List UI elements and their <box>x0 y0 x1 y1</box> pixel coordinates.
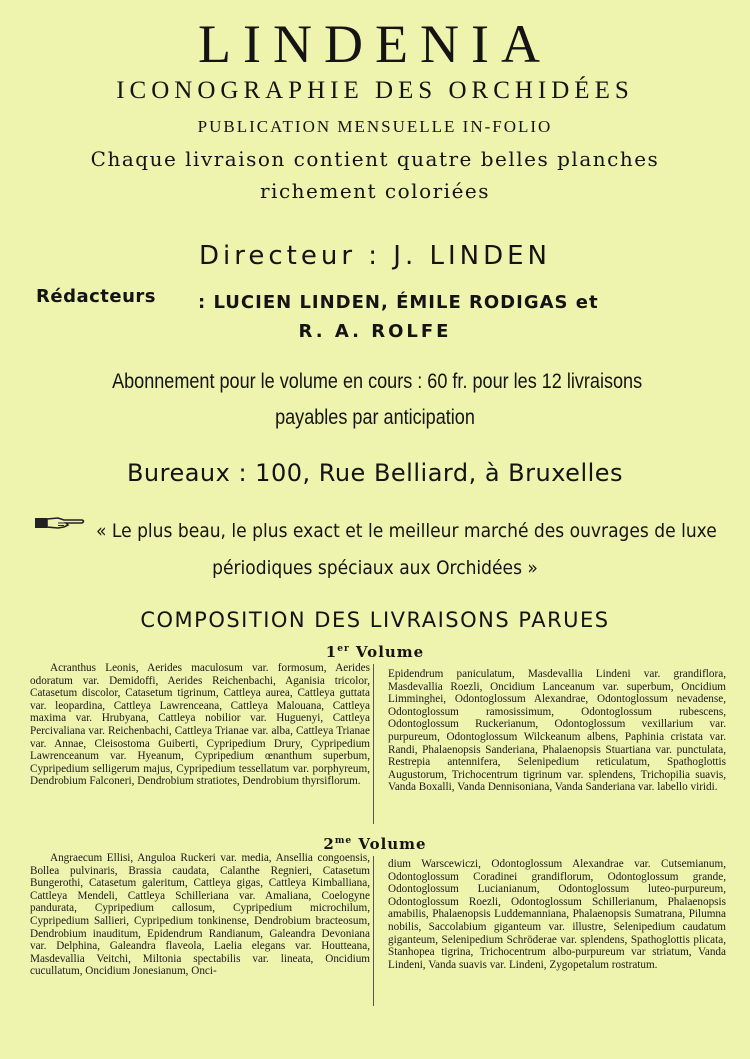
volume2-heading <box>0 832 750 853</box>
volume2-sup: me <box>334 836 353 846</box>
quote-line2: périodiques spéciaux aux Orchidées » <box>212 557 538 579</box>
composition-heading: COMPOSITION DES LIVRAISONS PARUES <box>140 608 610 632</box>
office-address: Bureaux : 100, Rue Belliard, à Bruxelles <box>126 459 624 487</box>
editors-names: : LUCIEN LINDEN, ÉMILE RODIGAS et <box>198 292 599 313</box>
column-divider <box>373 664 374 824</box>
subscription-line1: Abonnement pour le volume en cours : 60 fr. pour les 12 livraisons <box>112 370 643 393</box>
volume1-right-text: Epidendrum paniculatum, Masdevallia Lindeni var. grandiflora, Masdevallia Roezli, Oncidium Lanceanum var. superbum, Oncidium Limminghei, Odontoglossum Alexandrae, Odontoglossum nevadense, Odontoglossum ramosissimum, Odontoglossum rubescens, Odontoglossum Ruckerianum, Odontoglossum vexillarium var. purpureum, Odontoglossum Wilckeanum albens, Paphinia cristata var. Randi, Phalaenopsis Sanderiana, Phalaenopsis Stuartiana var. punctulata, Restrepia antennifera, Selenipedium reticulatum, Spathoglottis Augustorum, Trichocentrum tigrinum var. splendens, Trichopilia suavis, Vanda Boxalli, Vanda Dennisoniana, Vanda Sanderiana var. labello viridi. <box>388 668 726 794</box>
editors-label: Rédacteurs <box>36 286 156 307</box>
volume2-left-text: Angraecum Ellisi, Anguloa Ruckeri var. media, Ansellia congoensis, Bollea pulvinaris, Brassia caudata, Calanthe Regnieri, Catasetum Bungerothi, Catasetum galeritum, Cattleya gigas, Cattleya Kimballiana, Cattleya Mendeli, Cattleya Schilleriana var. Amaliana, Coelogyne pandurata, Cypripedium callosum, Cypripedium microchilum, Cypripedium Sallieri, Cypripedium tonkinense, Dendrobium bracteosum, Dendrobium inauditum, Epidendrum Randianum, Galeandra Devoniana var. Delphina, Galeandra flaveola, Laelia elegans var. Houtteana, Masdevallia Veitchi, Miltonia spectabilis var. lineata, Oncidium cucullatum, Oncidium Jonesianum, Onci- <box>30 852 370 978</box>
column-divider-2 <box>373 856 374 1006</box>
volume1-left-column <box>30 662 370 788</box>
subscription-line2: payables par anticipation <box>275 406 475 429</box>
volume1-right-column <box>388 668 726 794</box>
journal-title: LINDENIA <box>198 14 552 74</box>
issue-description-line1: Chaque livraison contient quatre belles planches <box>90 147 660 171</box>
editors-names-line2: R. A. ROLFE <box>298 321 452 342</box>
issue-description-line2: richement coloriées <box>259 179 491 203</box>
pointing-hand-icon <box>34 516 86 530</box>
volume2-right-text: dium Warscewiczi, Odontoglossum Alexandrae var. Cutsemianum, Odontoglossum Coradinei grandiflorum, Odontoglossum grande, Odontoglossum Lucianianum, Odontoglossum luteo-purpureum, Odontoglossum Roezli, Odontoglossum Schillerianum, Phalaenopsis amabilis, Phalaenopsis Luddemanniana, Phalaenopsis Sumatrana, Pilumna nobilis, Saccolabium giganteum var. illustre, Selenipedium caudatum giganteum, Selenipedium Schröderae var. splendens, Spathoglottis plicata, Stanhopea tigrina, Trichocentrum albo-purpureum var striatum, Vanda Lindeni, Vanda suavis var. Lindeni, Zygopetalum rostratum. <box>388 858 726 971</box>
journal-subtitle: ICONOGRAPHIE DES ORCHIDÉES <box>116 77 634 104</box>
volume1-left-text: Acranthus Leonis, Aerides maculosum var. formosum, Aerides odoratum var. Demidoffi, Aerides Reichenbachi, Aganisia tricolor, Catasetum discolor, Catasetum tigrinum, Cattleya aurea, Cattleya guttata var. leopardina, Cattleya Lawrenceana, Cattleya Malouana, Cattleya maxima var. Hrubyana, Cattleya nobilior var. Huguenyi, Cattleya Percivaliana var. Reichenbachi, Cattleya Trianae var. alba, Cattleya Trianae var. Annae, Cleisostoma Guiberti, Cypripedium Drury, Cypripedium Lawrenceanum var. Hyeanum, Cypripedium œnanthum superbum, Cypripedium selligerum majus, Cypripedium tessellatum var. porphyreum, Dendrobium Falconeri, Dendrobium stratiotes, Dendrobium thyrsiflorum. <box>30 662 370 788</box>
director-line: Directeur : J. LINDEN <box>199 241 551 271</box>
quote-line1: « Le plus beau, le plus exact et le meilleur marché des ouvrages de luxe <box>96 520 717 542</box>
volume1-heading <box>0 640 750 661</box>
publication-line: PUBLICATION MENSUELLE IN-FOLIO <box>197 117 553 136</box>
volume1-number: 1 <box>325 643 338 661</box>
volume2-label: Volume <box>358 835 427 853</box>
volume2-left-column <box>30 852 370 978</box>
volume2-number: 2 <box>323 835 335 853</box>
volume2-right-column <box>388 858 726 971</box>
volume1-label: Volume <box>355 643 425 661</box>
volume1-sup: er <box>337 644 350 654</box>
